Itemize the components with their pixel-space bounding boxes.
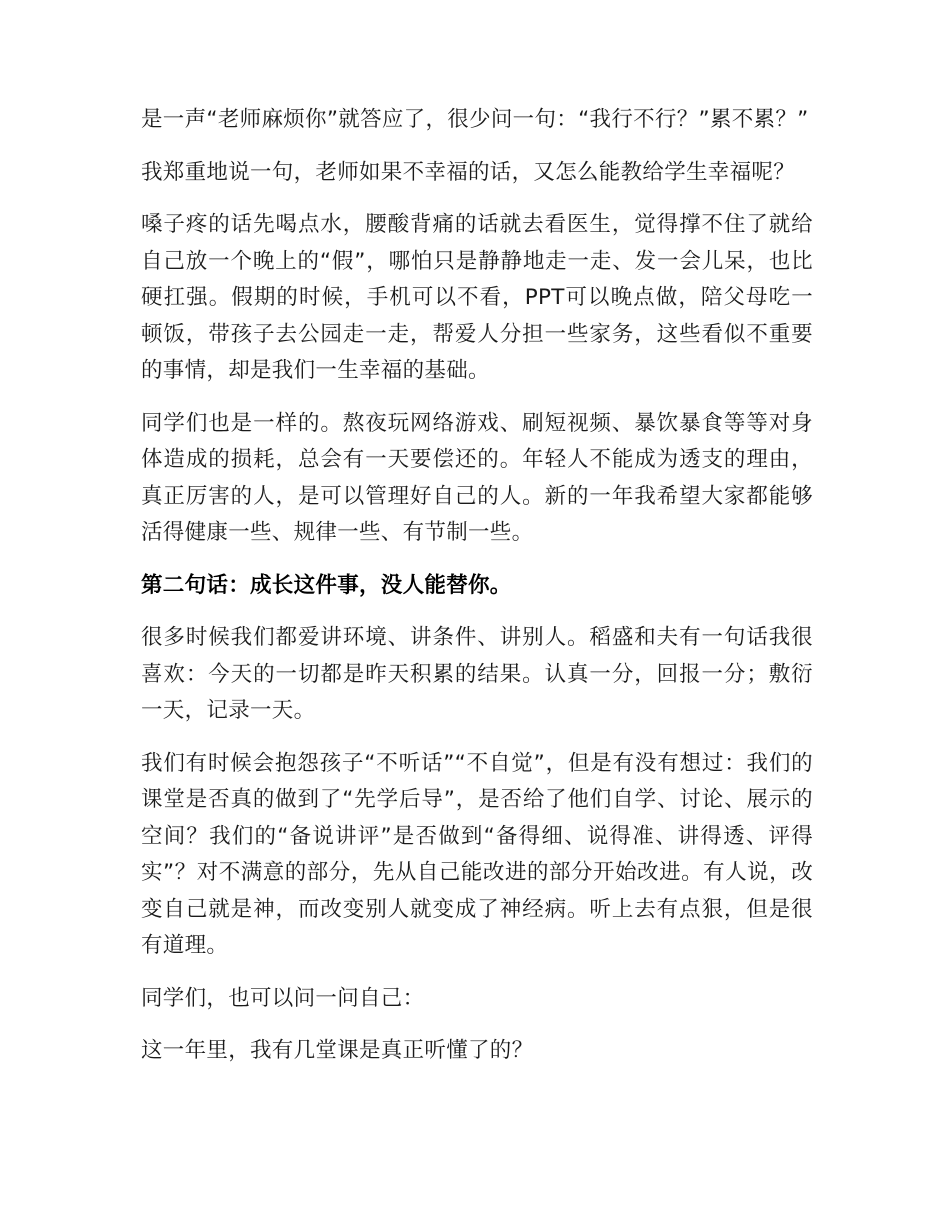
paragraph: 我郑重地说一句，老师如果不幸福的话，又怎么能教给学生幸福呢？ (141, 159, 796, 185)
paragraph: 我们有时候会抱怨孩子“不听话”“不自觉”，但是有没有想过：我们的课堂是否真的做到了“先学后导”，是否给了他们自学、讨论、展示的空间？我们的“备说讲评”是否做到“备得细、说得准、讲得透、评得实”？对不满意的部分，先从自己能改进的部分开始改进。有人说，改变自己就是神，而改变别人就变成了神经病。听上去有点狠，但是很有道理。 (141, 750, 813, 958)
section-heading: 第二句话：成长这件事，没人能替你。 (141, 572, 512, 598)
paragraph: 这一年里，我有几堂课是真正听懂了的？ (141, 1038, 534, 1063)
paragraph: 很多时候我们都爱讲环境、讲条件、讲别人。稻盛和夫有一句话我很喜欢：今天的一切都是昨天积累的结果。认真一分，回报一分；敷衍一天，记录一天。 (141, 625, 813, 723)
paragraph: 嗓子疼的话先喝点水，腰酸背痛的话就去看医生，觉得撑不住了就给自己放一个晚上的“假”，哪怕只是静静地走一走、发一会儿呆，也比硬扛强。假期的时候，手机可以不看，PPT可以晚点做，陪父母吃一顿饭，带孩子去公园走一走，帮爱人分担一些家务，这些看似不重要的事情，却是我们一生幸福的基础。 (141, 212, 813, 383)
paragraph: 同学们也是一样的。熬夜玩网络游戏、刷短视频、暴饮暴食等等对身体造成的损耗，总会有一天要偿还的。年轻人不能成为透支的理由，真正厉害的人，是可以管理好自己的人。新的一年我希望大家都能够活得健康一些、规律一些、有节制一些。 (141, 410, 813, 545)
paragraph: 是一声“老师麻烦你”就答应了，很少问一句：“我行不行？”累不累？” (141, 107, 809, 132)
document-body (141, 102, 813, 1086)
paragraph: 同学们，也可以问一问自己： (141, 985, 425, 1011)
